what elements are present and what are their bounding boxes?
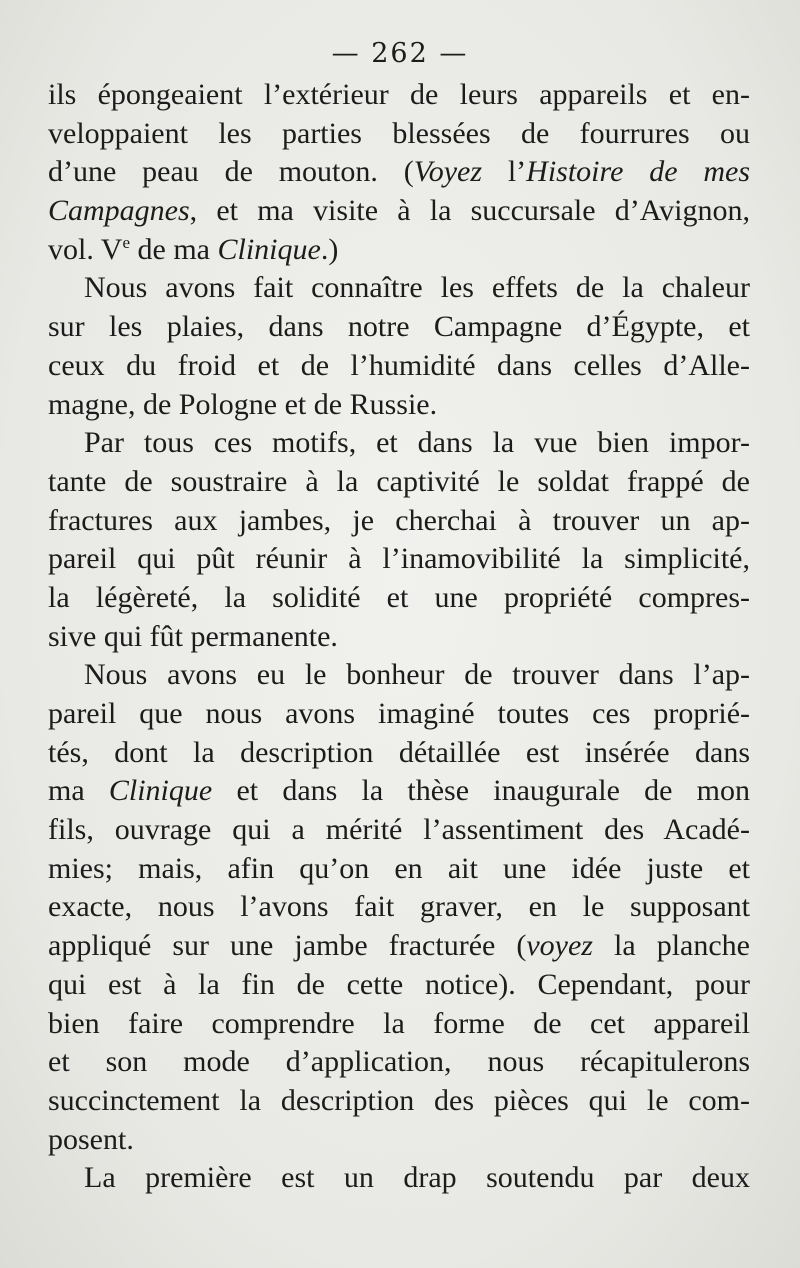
text-line	[48, 231, 750, 270]
text-line	[48, 347, 750, 386]
text-line	[48, 1121, 750, 1160]
text-line	[48, 463, 750, 502]
text-line	[48, 308, 750, 347]
text-line	[48, 386, 750, 425]
text-line	[48, 1005, 750, 1044]
text-line	[48, 579, 750, 618]
text-run: fractures aux jambes, je cherchai à trouver un ap-	[48, 503, 750, 537]
text-line	[48, 811, 750, 850]
paragraph	[48, 1159, 750, 1198]
text-line	[48, 1043, 750, 1082]
text-run: , et ma visite à la succursale d’Avignon,	[189, 194, 750, 228]
text-line	[48, 115, 750, 154]
text-line	[48, 772, 750, 811]
paragraph	[48, 269, 750, 424]
text-line	[48, 618, 750, 657]
text-line	[48, 76, 750, 115]
text-run: sive qui fût permanente.	[48, 619, 338, 653]
text-run: magne, de Pologne et de Russie.	[48, 387, 438, 421]
italic-text: Histoire de mes	[526, 155, 751, 189]
text-run: .)	[320, 232, 339, 266]
text-line	[48, 502, 750, 541]
paragraph	[48, 656, 750, 1159]
paragraph	[48, 424, 750, 656]
superscript: e	[122, 232, 131, 252]
text-run: pareil que nous avons imaginé toutes ces proprié-	[48, 697, 750, 730]
text-line	[48, 966, 750, 1005]
text-run: Par tous ces motifs, et dans la vue bien impor-	[84, 426, 750, 460]
text-run: pareil qui pût réunir à l’inamovibilité la simplicité,	[48, 542, 750, 576]
text-line	[48, 695, 750, 734]
text-line	[48, 888, 750, 927]
text-run: fils, ouvrage qui a mérité l’assentiment des Acadé-	[48, 813, 750, 847]
text-line	[48, 192, 750, 231]
text-line	[48, 153, 750, 192]
text-run: exacte, nous l’avons fait graver, en le supposant	[48, 890, 750, 924]
text-run: Nous avons fait connaître les effets de la chaleur	[84, 271, 750, 305]
text-run: tés, dont la description détaillée est insérée dans	[48, 735, 750, 769]
text-run: tante de soustraire à la captivité le soldat frappé de	[48, 464, 750, 498]
text-run: posent.	[48, 1122, 134, 1156]
text-run: d’une peau de mouton. (	[48, 155, 414, 189]
italic-text: Campagnes	[48, 194, 190, 228]
text-run: bien faire comprendre la forme de cet appareil	[48, 1006, 750, 1040]
italic-text: Clinique	[217, 232, 321, 266]
text-run: vol. V	[48, 232, 123, 266]
text-line	[48, 734, 750, 773]
text-line	[48, 850, 750, 889]
text-run: mies; mais, afin qu’on en ait une idée juste et	[48, 851, 750, 885]
text-run: la légèreté, la solidité et une propriété compres-	[48, 580, 750, 614]
text-line	[48, 656, 750, 695]
text-run: sur les plaies, dans notre Campagne d’Égypte, et	[48, 310, 750, 344]
text-run: la planche	[592, 929, 751, 963]
italic-text: Voyez	[413, 155, 483, 189]
text-line	[48, 269, 750, 308]
italic-text: Clinique	[108, 774, 213, 808]
text-run: ils épongeaient l’extérieur de leurs appareils et en-	[48, 78, 750, 111]
text-run: appliqué sur une jambe fracturée (	[48, 929, 527, 963]
italic-text: voyez	[526, 929, 593, 963]
text-line	[48, 1159, 750, 1198]
text-run: veloppaient les parties blessées de fourrures ou	[48, 116, 750, 150]
text-run: et dans la thèse inaugurale de mon	[212, 774, 750, 808]
text-run: ceux du froid et de l’humidité dans celles d’Alle-	[48, 348, 750, 382]
text-run: ma	[48, 774, 109, 808]
text-run: succinctement la description des pièces qui le com-	[48, 1083, 750, 1117]
text-line	[48, 1082, 750, 1121]
text-line	[48, 540, 750, 579]
text-run: qui est à la fin de cette notice). Cependant, pour	[48, 967, 750, 1001]
text-line	[48, 927, 750, 966]
text-run: de ma	[130, 232, 218, 266]
page-number: — 262 —	[331, 38, 469, 69]
text-run: l’	[482, 155, 527, 189]
text-run: et son mode d’application, nous récapitulerons	[48, 1045, 750, 1079]
text-line	[48, 424, 750, 463]
text-run: La première est un drap soutendu par deux	[84, 1161, 750, 1195]
body-text	[48, 76, 750, 1198]
text-run: Nous avons eu le bonheur de trouver dans l’ap-	[84, 658, 750, 692]
paragraph	[48, 76, 750, 269]
